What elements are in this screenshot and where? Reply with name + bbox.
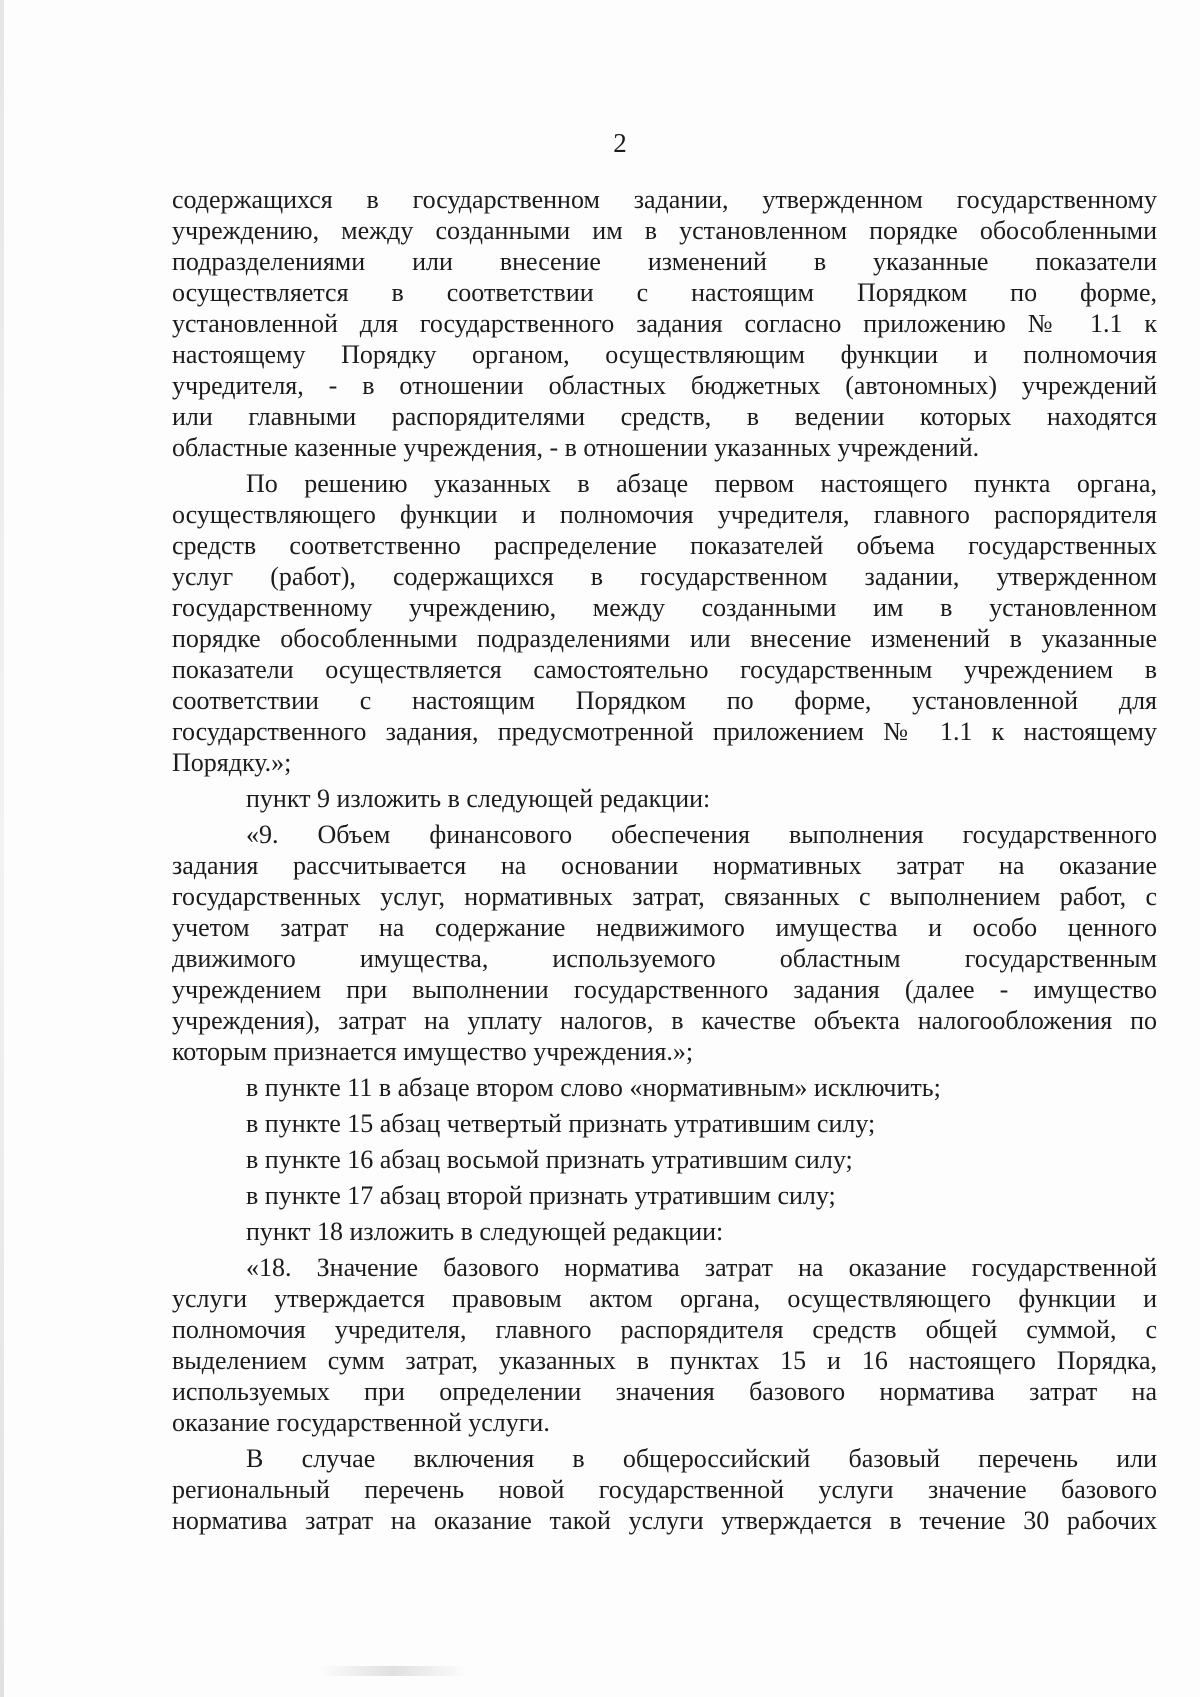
text-line: По решению указанных в абзаце первом настоящего пункта органа, (246, 469, 1157, 498)
text-line: учреждению, между созданными им в установленном порядке обособленными (172, 216, 1157, 245)
text-line: норматива затрат на оказание такой услуги утверждается в течение 30 рабочих (172, 1506, 1157, 1535)
text-line: государственному учреждению, между созданными им в установленном (172, 593, 1157, 622)
text-line: или главными распорядителями средств, в ведении которых находятся (172, 402, 1157, 431)
text-line: государственного задания, предусмотренной приложением № 1.1 к настоящему (172, 717, 1157, 746)
text-line: учредителя, - в отношении областных бюджетных (автономных) учреждений (172, 371, 1157, 400)
text-line: осуществляющего функции и полномочия учредителя, главного распорядителя (172, 500, 1157, 529)
text-line: в пункте 16 абзац восьмой признать утратившим силу; (246, 1145, 853, 1174)
text-line: учреждением при выполнении государственного задания (далее - имущество (172, 975, 1157, 1004)
text-line: В случае включения в общероссийский базовый перечень или (246, 1444, 1157, 1473)
text-line: в пункте 15 абзац четвертый признать утратившим силу; (246, 1109, 876, 1138)
text-line: государственных услуг, нормативных затрат, связанных с выполнением работ, с (172, 882, 1157, 911)
text-line: выделением сумм затрат, указанных в пунктах 15 и 16 настоящего Порядка, (172, 1346, 1157, 1375)
text-line: региональный перечень новой государственной услуги значение базового (172, 1475, 1157, 1504)
text-line: областные казенные учреждения, - в отношении указанных учреждений. (172, 433, 980, 462)
text-line: оказание государственной услуги. (172, 1408, 550, 1437)
text-line: задания рассчитывается на основании нормативных затрат на оказание (172, 851, 1157, 880)
text-line: в пункте 17 абзац второй признать утратившим силу; (246, 1181, 836, 1210)
text-line: которым признается имущество учреждения.»; (172, 1037, 694, 1066)
text-line: осуществляется в соответствии с настоящим Порядком по форме, (172, 278, 1157, 307)
text-line: соответствии с настоящим Порядком по форме, установленной для (172, 686, 1157, 715)
document-body (172, 184, 1157, 1536)
text-line: показатели осуществляется самостоятельно государственным учреждением в (172, 655, 1157, 684)
text-line: средств соответственно распределение показателей объема государственных (172, 531, 1157, 560)
text-line: содержащихся в государственном задании, утвержденном государственному (172, 185, 1157, 214)
scan-edge (0, 0, 4, 1697)
text-line: «9. Объем финансового обеспечения выполнения государственного (246, 820, 1157, 849)
text-line: учетом затрат на содержание недвижимого имущества и особо ценного (172, 913, 1157, 942)
text-line: настоящему Порядку органом, осуществляющим функции и полномочия (172, 340, 1157, 369)
text-line: Порядку.»; (172, 748, 292, 777)
text-line: используемых при определении значения базового норматива затрат на (172, 1377, 1157, 1406)
text-line: пункт 18 изложить в следующей редакции: (246, 1217, 724, 1246)
text-line: подразделениями или внесение изменений в указанные показатели (172, 247, 1157, 276)
text-line: услуг (работ), содержащихся в государственном задании, утвержденном (172, 562, 1157, 591)
text-line: движимого имущества, используемого областным государственным (172, 944, 1157, 973)
scan-smudge (318, 1666, 468, 1676)
text-line: «18. Значение базового норматива затрат на оказание государственной (246, 1253, 1157, 1282)
text-line: полномочия учредителя, главного распорядителя средств общей суммой, с (172, 1315, 1157, 1344)
text-line: учреждения), затрат на уплату налогов, в качестве объекта налогообложения по (172, 1006, 1157, 1035)
text-line: порядке обособленными подразделениями или внесение изменений в указанные (172, 624, 1157, 653)
text-line: установленной для государственного задания согласно приложению № 1.1 к (172, 309, 1157, 338)
page-number: 2 (613, 128, 627, 158)
text-line: в пункте 11 в абзаце втором слово «нормативным» исключить; (246, 1073, 941, 1102)
text-line: услуги утверждается правовым актом органа, осуществляющего функции и (172, 1284, 1157, 1313)
text-line: пункт 9 изложить в следующей редакции: (246, 784, 711, 813)
